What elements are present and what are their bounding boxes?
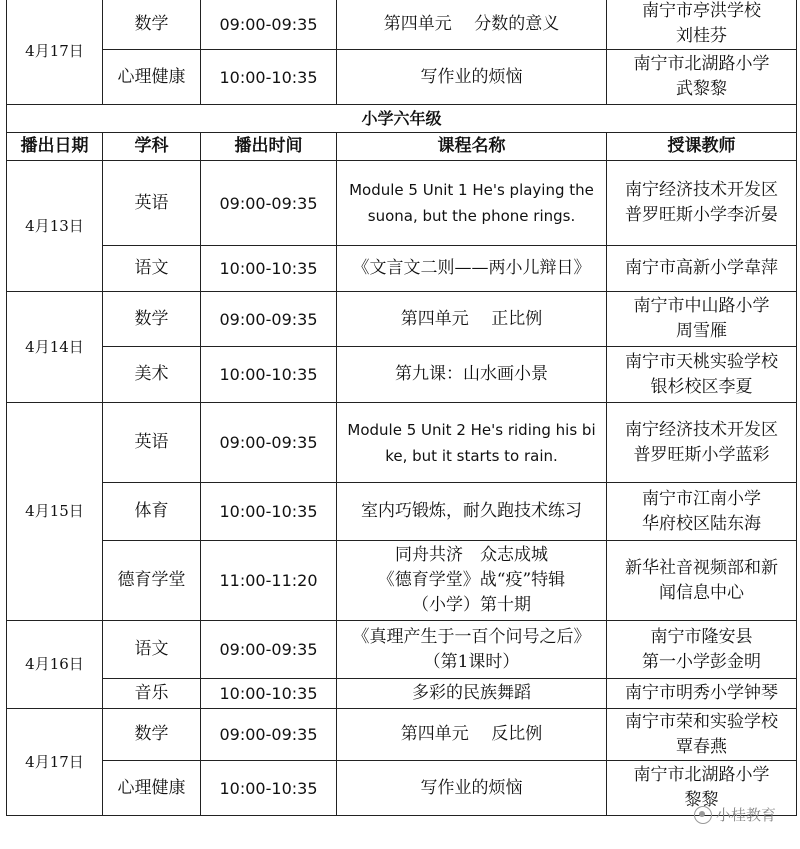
course-line: 第四单元 正比例 <box>400 308 543 329</box>
time-cell: 09:00-09:35 <box>201 161 337 246</box>
time-cell: 10:00-10:35 <box>201 679 337 709</box>
teacher-line: 南宁市亭洪学校 <box>642 1 761 21</box>
section-title: 小学六年级 <box>7 105 797 133</box>
course-cell <box>337 246 607 292</box>
teacher-line: 周雪雁 <box>676 321 727 341</box>
time-cell: 09:00-09:35 <box>201 403 337 483</box>
table-row <box>7 292 797 347</box>
teacher-line: 银杉校区李夏 <box>650 376 753 397</box>
teacher-cell <box>607 246 797 292</box>
teacher-cell <box>607 292 797 347</box>
course-cell <box>337 403 607 483</box>
table-row <box>7 403 797 483</box>
course-line: 《德育学堂》战“疫”特辑 <box>377 570 566 590</box>
course-cell <box>337 347 607 403</box>
course-line: suona, but the phone rings. <box>367 207 576 225</box>
teacher-cell <box>607 541 797 621</box>
teacher-cell <box>607 403 797 483</box>
teacher-cell <box>607 709 797 761</box>
subject-cell: 德育学堂 <box>103 541 201 621</box>
subject-cell: 数学 <box>103 292 201 347</box>
course-line: Module 5 Unit 2 He's riding his bi <box>347 420 596 439</box>
teacher-line: 南宁市中山路小学 <box>633 296 770 316</box>
course-line: 第九课：山水画小景 <box>395 364 548 384</box>
teacher-line: 南宁市高新小学韋萍 <box>625 258 778 278</box>
course-line: 多彩的民族舞蹈 <box>412 683 531 703</box>
subject-cell: 心理健康 <box>103 50 201 105</box>
course-cell <box>337 541 607 621</box>
time-cell: 11:00-11:20 <box>201 541 337 621</box>
subject-cell: 英语 <box>103 161 201 246</box>
subject-cell: 数学 <box>103 709 201 761</box>
time-cell: 09:00-09:35 <box>201 621 337 679</box>
table-row <box>7 761 797 816</box>
course-cell <box>337 709 607 761</box>
course-line: 写作业的烦恼 <box>420 777 523 798</box>
teacher-line: 刘桂芬 <box>676 26 727 46</box>
schedule-table <box>6 0 797 816</box>
table-row <box>7 541 797 621</box>
subject-cell: 音乐 <box>103 679 201 709</box>
table-row <box>7 621 797 679</box>
date-cell: 4月17日 <box>7 709 103 816</box>
course-line: 《真理产生于一百个问号之后》 <box>352 626 591 647</box>
course-cell: 写作业的烦恼 <box>337 50 607 105</box>
teacher-cell <box>607 679 797 709</box>
course-line: 第四单元 反比例 <box>400 724 543 744</box>
subject-cell: 数学 <box>103 0 201 50</box>
date-cell: 4月13日 <box>7 161 103 292</box>
date-cell: 4月17日 <box>7 0 103 105</box>
course-line: 室内巧锻炼，耐久跑技术练习 <box>361 501 582 521</box>
teacher-cell <box>607 50 797 105</box>
teacher-line: 闻信息中心 <box>659 582 744 603</box>
time-cell: 10:00-10:35 <box>201 347 337 403</box>
teacher-line: 黎黎 <box>684 790 719 810</box>
table-row <box>7 709 797 761</box>
subject-cell: 英语 <box>103 403 201 483</box>
course-line: ke, but it starts to rain. <box>385 446 558 465</box>
teacher-line: 普罗旺斯小学蓝彩 <box>633 444 770 465</box>
header-teacher: 授课教师 <box>607 133 797 161</box>
teacher-line: 华府校区陆东海 <box>642 513 761 534</box>
header-time: 播出时间 <box>201 133 337 161</box>
teacher-line: 南宁市明秀小学钟琴 <box>625 683 778 703</box>
table-row <box>7 0 797 50</box>
table-row <box>7 679 797 709</box>
course-cell <box>337 621 607 679</box>
subject-cell: 美术 <box>103 347 201 403</box>
subject-cell: 体育 <box>103 483 201 541</box>
teacher-cell <box>607 621 797 679</box>
wechat-icon <box>694 806 712 824</box>
teacher-line: 普罗旺斯小学李沂晏 <box>625 205 778 225</box>
course-cell <box>337 292 607 347</box>
teacher-cell <box>607 347 797 403</box>
teacher-line: 南宁市荣和实验学校 <box>625 711 778 732</box>
header-row <box>7 133 797 161</box>
time-cell: 09:00-09:35 <box>201 292 337 347</box>
teacher-cell <box>607 483 797 541</box>
teacher-line: 第一小学彭金明 <box>642 651 761 672</box>
date-cell: 4月15日 <box>7 403 103 621</box>
header-course: 课程名称 <box>337 133 607 161</box>
date-cell: 4月16日 <box>7 621 103 709</box>
course-cell <box>337 679 607 709</box>
teacher-line: 覃春燕 <box>676 736 727 757</box>
course-line: （第1课时） <box>423 651 520 672</box>
teacher-cell <box>607 161 797 246</box>
subject-cell: 语文 <box>103 246 201 292</box>
subject-cell: 心理健康 <box>103 761 201 816</box>
course-cell: 第四单元 分数的意义 <box>337 0 607 50</box>
course-line: （小学）第十期 <box>412 595 531 615</box>
table-row <box>7 50 797 105</box>
date-cell: 4月14日 <box>7 292 103 403</box>
teacher-line: 南宁经济技术开发区 <box>625 180 778 200</box>
teacher-line: 南宁经济技术开发区 <box>625 419 778 440</box>
course-cell <box>337 761 607 816</box>
time-cell: 09:00-09:35 <box>201 0 337 50</box>
time-cell: 10:00-10:35 <box>201 761 337 816</box>
course-cell <box>337 483 607 541</box>
teacher-line: 南宁市隆安县 <box>650 626 753 647</box>
time-cell: 10:00-10:35 <box>201 50 337 105</box>
header-subject: 学科 <box>103 133 201 161</box>
table-row <box>7 347 797 403</box>
course-line: 同舟共济 众志成城 <box>395 545 548 565</box>
course-line: Module 5 Unit 1 He's playing the <box>349 181 594 199</box>
subject-cell: 语文 <box>103 621 201 679</box>
time-cell: 10:00-10:35 <box>201 483 337 541</box>
teacher-line: 武黎黎 <box>676 79 727 99</box>
header-date: 播出日期 <box>7 133 103 161</box>
teacher-line: 南宁市北湖路小学 <box>633 765 770 785</box>
teacher-line: 新华社音视频部和新 <box>625 557 778 578</box>
course-line: 《文言文二则——两小儿辩日》 <box>352 258 591 278</box>
teacher-line: 南宁市天桃实验学校 <box>625 351 778 372</box>
teacher-line: 南宁市北湖路小学 <box>633 54 770 74</box>
teacher-cell <box>607 0 797 50</box>
watermark-text: 小桂教育 <box>715 806 776 824</box>
table-row <box>7 483 797 541</box>
table-row <box>7 161 797 246</box>
time-cell: 09:00-09:35 <box>201 709 337 761</box>
course-cell <box>337 161 607 246</box>
teacher-line: 南宁市江南小学 <box>642 488 761 509</box>
table-row <box>7 246 797 292</box>
section-row <box>7 105 797 133</box>
watermark <box>694 804 776 825</box>
time-cell: 10:00-10:35 <box>201 246 337 292</box>
